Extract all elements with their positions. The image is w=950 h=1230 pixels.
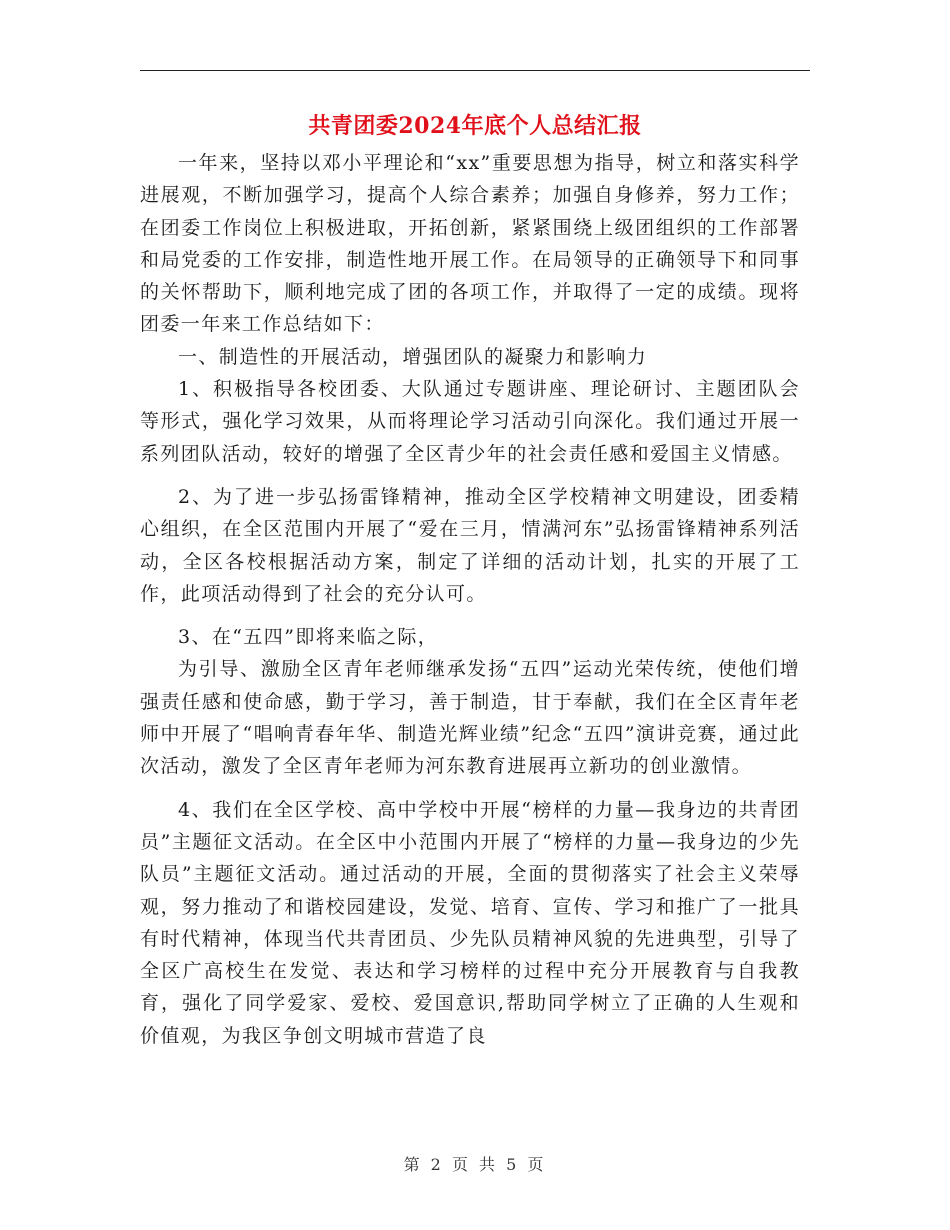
paragraph-item-1: 1、积极指导各校团委、大队通过专题讲座、理论研讨、主题团队会等形式，强化学习效果，从而将理论学习活动引向深化。我们通过开展一系列团队活动，较好的增强了全区青少年的社会责任感和爱国主义情感。 xyxy=(140,378,800,465)
paragraph-section-heading: 一、制造性的开展活动，增强团队的凝聚力和影响力 xyxy=(178,345,648,368)
paragraph-intro: 一年来，坚持以邓小平理论和“xx”重要思想为指导，树立和落实科学进展观，不断加强学习，提高个人综合素养；加强自身修养，努力工作；在团委工作岗位上积极进取，开拓创新，紧紧围绕上级团组织的工作部署和局党委的工作安排，制造性地开展工作。在局领导的正确领导下和同事的关怀帮助下，顺利地完成了团的各项工作，并取得了一定的成绩。现将团委一年来工作总结如下： xyxy=(140,152,800,336)
paragraph-item-3-body: 为引导、激励全区青年老师继承发扬“五四”运动光荣传统，使他们增强责任感和使命感，勤于学习，善于制造，甘于奉献，我们在全区青年老师中开展了“唱响青春年华、制造光辉业绩”纪念“五四”演讲竞赛，通过此次活动，激发了全区青年老师为河东教育进展再立新功的创业激情。 xyxy=(140,658,800,778)
paragraph-item-4: 4、我们在全区学校、高中学校中开展“榜样的力量—我身边的共青团员”主题征文活动。在全区中小范围内开展了“榜样的力量—我身边的少先队员”主题征文活动。通过活动的开展，全面的贯彻落实了社会主义荣辱观，努力推动了和谐校园建设，发觉、培育、宣传、学习和推广了一批具有时代精神，体现当代共青团员、少先队员精神风貌的先进典型，引导了全区广高校生在发觉、表达和学习榜样的过程中充分开展教育与自我教育，强化了同学爱家、爱校、爱国意识,帮助同学树立了正确的人生观和价值观，为我区争创文明城市营造了良 xyxy=(140,798,800,1047)
header-rule xyxy=(140,70,810,71)
paragraph-item-2: 2、为了进一步弘扬雷锋精神，推动全区学校精神文明建设，团委精心组织，在全区范围内开展了“爱在三月，情满河东”弘扬雷锋精神系列活动，全区各校根据活动方案，制定了详细的活动计划，扎实的开展了工作，此项活动得到了社会的充分认可。 xyxy=(140,485,800,605)
document-body xyxy=(140,147,800,1052)
paragraph-item-3: 3、在“五四”即将来临之际， xyxy=(178,626,439,649)
document-title: 共青团委2024年底个人总结汇报 xyxy=(308,113,642,139)
page-number: 第 2 页 共 5 页 xyxy=(403,1155,547,1174)
